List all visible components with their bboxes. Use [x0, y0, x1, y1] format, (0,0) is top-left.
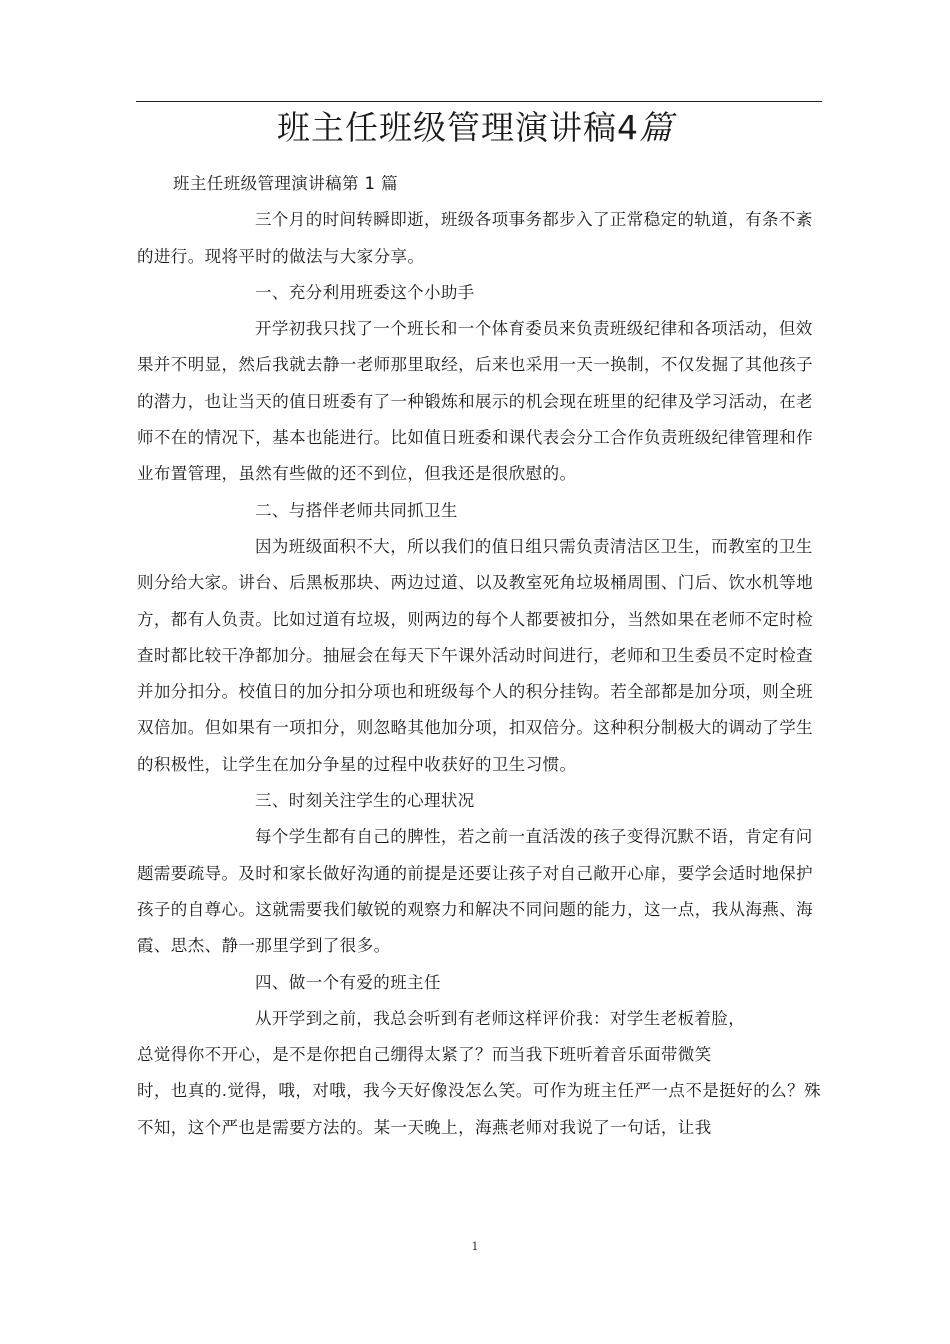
paragraph-caring-teacher: 从开学到之前，我总会听到有老师这样评价我：对学生老板着脸， — [255, 1008, 746, 1028]
document-subtitle: 班主任班级管理演讲稿第 1 篇 — [173, 174, 398, 193]
header-rule — [136, 101, 822, 102]
section-heading-4: 四、做一个有爱的班主任 — [255, 972, 441, 992]
paragraph-closing: 时，也真的.觉得，哦，对哦，我今天好像没怎么笑。可作为班主任严一点不是挺好的么？殊不知，这个严也是需要方法的。某一天晚上，海燕老师对我说了一句话，让我 — [137, 1081, 821, 1137]
paragraph-hygiene: 因为班级面积不大，所以我们的值日组只需负责清洁区卫生，而教室的卫生则分给大家。讲台、后黑板那块、两边过道、以及教室死角垃圾桶周围、门后、饮水机等地方，都有人负责。比如过道有垃圾，则两边的每个人都要被扣分，当然如果在老师不定时检查时都比较干净都加分。抽屉会在每天下午课外活动时间进行，老师和卫生委员不定时检查并加分扣分。校值日的加分扣分项也和班级每个人的积分挂钩。若全部都是加分项，则全班双倍加。但如果有一项扣分，则忽略其他加分项，扣双倍分。这种积分制极大的调动了学生的积极性，让学生在加分争星的过程中收获好的卫生习惯。 — [137, 536, 813, 774]
paragraph-intro: 三个月的时间转瞬即逝，班级各项事务都步入了正常稳定的轨道，有条不紊的进行。现将平时的做法与大家分享。 — [137, 210, 813, 266]
paragraph-class-committee: 开学初我只找了一个班长和一个体育委员来负责班级纪律和各项活动，但效果并不明显，然后我就去静一老师那里取经，后来也采用一天一换制，不仅发掘了其他孩子的潜力，也让当天的值日班委有了一种锻炼和展示的机会现在班里的纪律及学习活动，在老师不在的情况下，基本也能进行。比如值日班委和课代表会分工合作负责班级纪律管理和作业布置管理，虽然有些做的还不到位，但我还是很欣慰的。 — [137, 319, 813, 484]
paragraph-line-continued: 总觉得你不开心，是不是你把自己绷得太紧了？而当我下班听着音乐面带微笑 — [137, 1045, 712, 1065]
section-heading-3: 三、时刻关注学生的心理状况 — [255, 791, 475, 811]
document-title — [0, 106, 950, 150]
section-heading-2: 二、与搭伴老师共同抓卫生 — [255, 500, 458, 520]
document-body — [137, 166, 821, 1146]
title-suffix: 篇 — [639, 108, 673, 147]
title-text: 班主任班级管理演讲稿4 — [277, 108, 639, 147]
page-number: 1 — [471, 1240, 479, 1253]
paragraph-psychology: 每个学生都有自己的脾性，若之前一直活泼的孩子变得沉默不语，肯定有问题需要疏导。及时和家长做好沟通的前提是还要让孩子对自己敞开心扉，要学会适时地保护孩子的自尊心。这就需要我们敏锐的观察力和解决不同问题的能力，这一点，我从海燕、海霞、思杰、静一那里学到了很多。 — [137, 827, 813, 956]
section-heading-1: 一、充分利用班委这个小助手 — [255, 282, 475, 302]
